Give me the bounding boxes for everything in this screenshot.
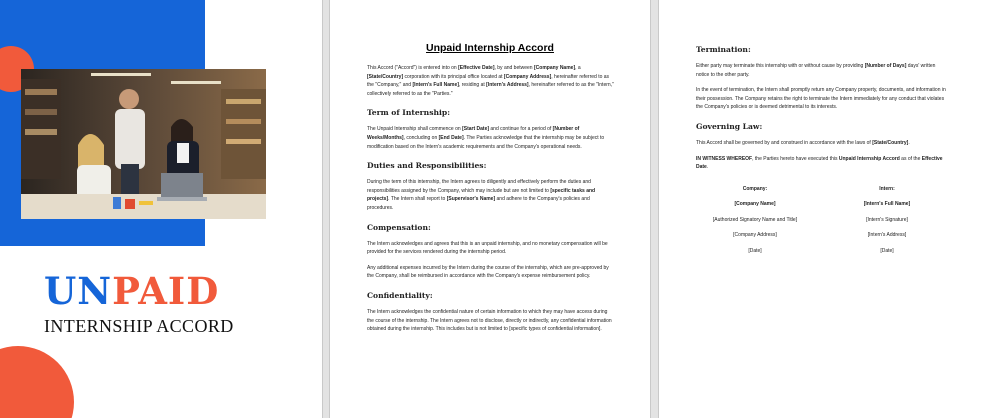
signature-block [696,186,946,264]
governing-law-paragraph: This Accord shall be governed by and construed in accordance with the laws of [State/Country]. [696,139,910,146]
compensation-paragraph-1: The Intern acknowledges and agrees that this is an unpaid internship, and no monetary compensation will be provided for the services rendered during the internship period. [367,240,608,256]
term-paragraph: The Unpaid Internship shall commence on [Start Date] and continue for a period of [Number of Weeks/Months], concluding on [End Date]. The Parties acknowledge that the internship may be subject to modification based on the Intern's academic requirements and the Company's operational needs. [367,126,605,150]
intern-label: Intern: [879,185,895,192]
document-title: Unpaid Internship Accord [426,42,554,54]
confidentiality-paragraph: The Intern acknowledges the confidential nature of certain information to which they may have access during the course of the internship. The Intern agrees not to disclose, directly or indirectly, any confidential information obtained during the internship. This includes but is not limited to [specific types of confidential information]. [367,308,612,333]
signature-company-column [696,186,814,264]
cover-orange-circle-bottom [0,346,74,418]
cover-title-un: UN [44,269,113,313]
compensation-heading: Compensation: [367,222,431,232]
witness-paragraph: IN WITNESS WHEREOF, the Parties hereto have executed this Unpaid Internship Accord as of the Effective Date. [696,155,943,171]
intern-address: [Intern's Address] [867,232,907,239]
governing-law-heading: Governing Law: [696,121,763,131]
termination-heading: Termination: [696,45,751,54]
termination-paragraph-2: In the event of termination, the Intern shall promptly return any Company property, documents, and information in their possession. The Company retains the right to terminate the Intern immediately for any conduct that violates the Company's policies or is deemed detrimental to its interests. [696,87,946,111]
company-date: [Date] [748,247,762,254]
cover-title-paid: PAID [112,269,220,313]
intern-signature: [Intern's Signature] [866,216,908,223]
intern-name: [Intern's Full Name] [863,201,911,208]
cover-page [0,0,322,418]
document-page-2 [659,0,981,418]
document-page-1 [330,0,650,418]
term-heading: Term of Internship: [367,108,450,118]
cover-photo [21,69,266,219]
company-signatory: [Authorized Signatory Name and Title] [712,216,798,223]
signature-intern-column [828,186,946,264]
termination-paragraph-1: Either party may terminate this internship with or without cause by providing [Number of Days] days' written notice to the other party. [696,63,936,78]
cover-subtitle: INTERNSHIP ACCORD [44,316,234,336]
company-address: [Company Address] [733,232,777,239]
company-name: [Company Name] [734,201,776,208]
confidentiality-heading: Confidentiality: [367,290,433,300]
intern-date: [Date] [880,247,894,254]
intro-paragraph: This Accord ("Accord") is entered into on [Effective Date], by and between [Company Name], a [State/Country] corporation with its principal office located at [Company Address], hereinafter referred to as the "Company," and [Intern's Full Name], residing at [Intern's Address], hereinafter referred to as the "Intern," collectively referred to as the "Parties." [367,65,614,97]
compensation-paragraph-2: Any additional expenses incurred by the Intern during the course of the internship, which are pre-approved by the Company, shall be reimbursed in accordance with the Company's expense reimbursement policy. [367,264,609,280]
cover-title [44,268,219,314]
duties-paragraph: During the term of this internship, the Intern agrees to diligently and effectively perform the duties and responsibilities assigned by the Company, which may include but are not limited to [specific tasks and projects]. The Intern shall report to [Supervisor's Name] and adhere to the Company's policies and procedures. [367,179,596,211]
duties-heading: Duties and Responsibilities: [367,161,487,171]
company-label: Company: [742,185,768,192]
